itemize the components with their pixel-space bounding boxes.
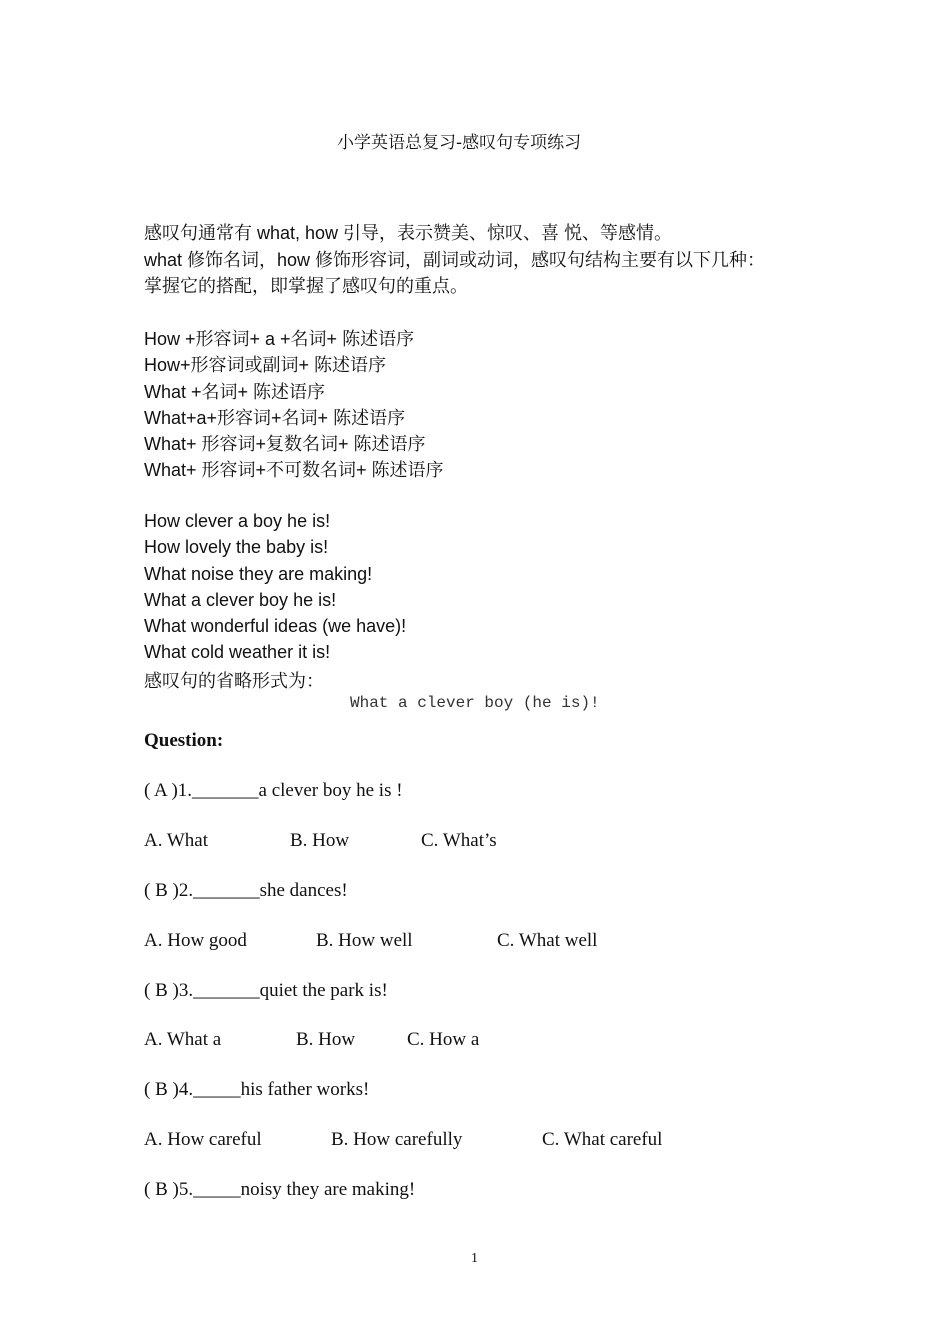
- question-1-option-a: A. What: [144, 830, 209, 851]
- question-1-stem: ( A )1._______a clever boy he is !: [144, 780, 403, 801]
- question-3-option-c: C. How a: [407, 1029, 480, 1050]
- question-4-option-c: C. What careful: [542, 1129, 663, 1150]
- question-5-stem: ( B )5._____noisy they are making!: [144, 1179, 416, 1200]
- example-line-1: How clever a boy he is!: [144, 511, 331, 531]
- question-2-option-c: C. What well: [497, 930, 598, 951]
- question-3-option-b: B. How: [296, 1029, 356, 1050]
- question-4-option-a: A. How careful: [144, 1129, 262, 1150]
- question-2-stem: ( B )2._______she dances!: [144, 880, 348, 901]
- example-line-3: What noise they are making!: [144, 564, 373, 584]
- page-number: 1: [471, 1251, 478, 1266]
- intro-line-1: 感叹句通常有 what, how 引导，表示赞美、惊叹、喜 悦、等感情。: [144, 223, 673, 243]
- question-heading: Question:: [144, 730, 224, 751]
- example-line-2: How lovely the baby is!: [144, 537, 329, 557]
- question-2-option-b: B. How well: [316, 930, 413, 951]
- ellipsis-label: 感叹句的省略形式为：: [144, 671, 324, 691]
- question-1-option-b: B. How: [290, 830, 350, 851]
- question-4-option-b: B. How carefully: [331, 1129, 463, 1150]
- intro-line-3: 掌握它的搭配，即掌握了感叹句的重点。: [144, 276, 468, 296]
- question-2-option-a: A. How good: [144, 930, 247, 951]
- pattern-line-3: What +名词+ 陈述语序: [144, 382, 326, 402]
- question-3-stem: ( B )3._______quiet the park is!: [144, 980, 388, 1001]
- example-line-6: What cold weather it is!: [144, 642, 331, 662]
- ellipsis-example: What a clever boy (he is)!: [350, 694, 600, 712]
- pattern-line-5: What+ 形容词+复数名词+ 陈述语序: [144, 434, 426, 454]
- pattern-line-1: How +形容词+ a +名词+ 陈述语序: [144, 329, 415, 349]
- question-4-stem: ( B )4._____his father works!: [144, 1079, 370, 1100]
- document-title: 小学英语总复习-感叹句专项练习: [337, 133, 582, 153]
- pattern-line-6: What+ 形容词+不可数名词+ 陈述语序: [144, 460, 444, 480]
- example-line-5: What wonderful ideas (we have)!: [144, 616, 407, 636]
- intro-line-2: what 修饰名词，how 修饰形容词，副词或动词，感叹句结构主要有以下几种：: [144, 250, 766, 270]
- pattern-line-4: What+a+形容词+名词+ 陈述语序: [144, 408, 406, 428]
- question-1-option-c: C. What’s: [421, 830, 497, 851]
- question-3-option-a: A. What a: [144, 1029, 222, 1050]
- example-line-4: What a clever boy he is!: [144, 590, 337, 610]
- pattern-line-2: How+形容词或副词+ 陈述语序: [144, 355, 387, 375]
